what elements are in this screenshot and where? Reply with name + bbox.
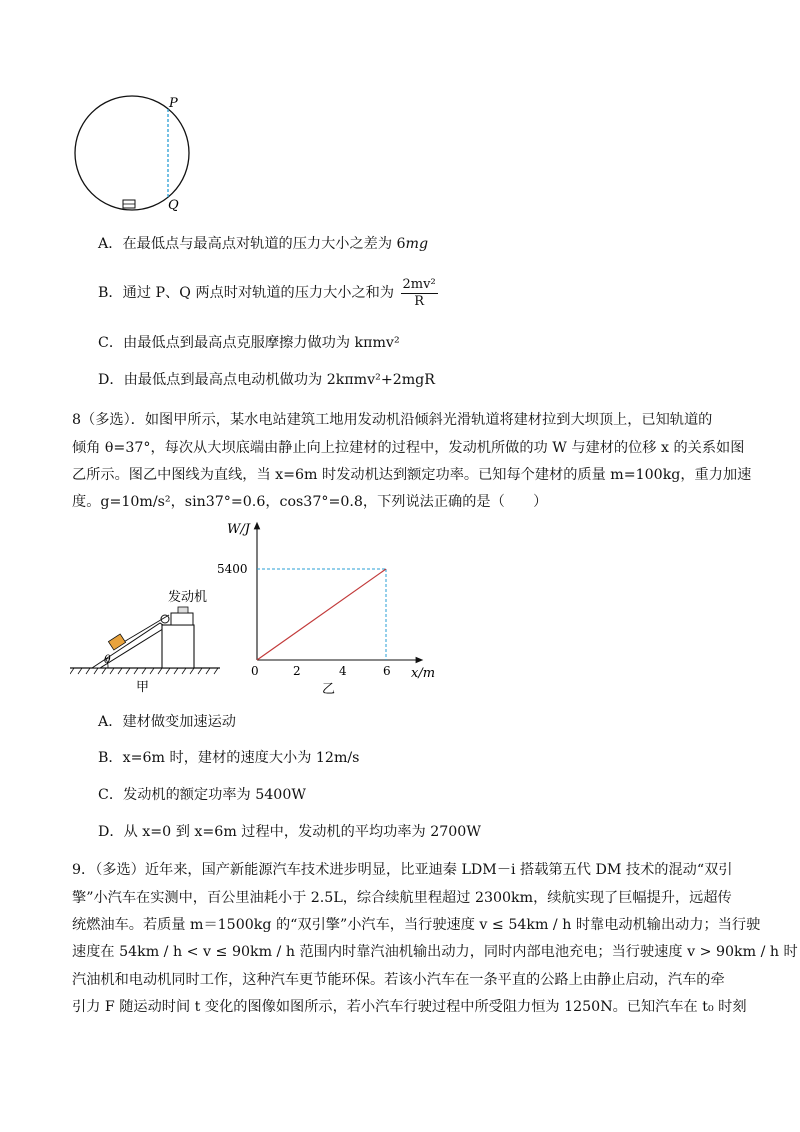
q9-line-6: 引力 F 随运动时间 t 变化的图像如图所示，若小汽车行驶过程中所受阻力恒为 1250N。已知汽车在 t₀ 时刻 bbox=[72, 999, 747, 1015]
label-q: Q bbox=[168, 198, 179, 213]
x-tick-2: 2 bbox=[293, 664, 301, 678]
x-axis-label: x/m bbox=[411, 666, 436, 681]
q9-line-4: 速度在 54km / h < v ≤ 90km / h 范围内时靠汽油机输出动力，同时内部电池充电；当行驶速度 v > 90km / h 时 bbox=[72, 944, 798, 960]
figure-jia-caption: 甲 bbox=[136, 680, 150, 695]
w-x-data-line bbox=[257, 569, 386, 660]
label-p: P bbox=[169, 96, 178, 111]
q9-line-5: 汽油机和电动机同时工作，这种汽车更节能环保。若该小汽车在一条平直的公路上由静止启动，汽车的牵 bbox=[72, 972, 725, 988]
x-tick-4: 4 bbox=[339, 664, 347, 678]
q9-line-2: 擎”小汽车在实测中，百公里油耗小于 2.5L，综合续航里程超过 2300km，续航实现了巨幅提升，远超传 bbox=[72, 890, 732, 906]
q9-line-3: 统燃油车。若质量 m＝1500kg 的“双引擎”小汽车，当行驶速度 v ≤ 54km / h 时靠电动机输出动力；当行驶 bbox=[72, 917, 761, 933]
q8-line-2: 倾角 θ=37°，每次从大坝底端由静止向上拉建材的过程中，发动机所做的功 W 与建材的位移 x 的关系如图 bbox=[72, 440, 745, 456]
circle-track-figure bbox=[68, 92, 198, 217]
engine bbox=[171, 613, 193, 625]
q8-option-a: A．建材做变加速运动 bbox=[98, 714, 236, 730]
circular-track bbox=[75, 96, 189, 210]
q8-line-1: 8（多选）．如图甲所示，某水电站建筑工地用发动机沿倾斜光滑轨道将建材拉到大坝顶上，已知轨道的 bbox=[72, 412, 713, 428]
q8-option-b: B．x=6m 时，建材的速度大小为 12m/s bbox=[98, 750, 360, 766]
q8-option-c: C．发动机的额定功率为 5400W bbox=[98, 787, 306, 803]
q7-option-b: B．通过 P、Q 两点时对轨道的压力大小之和为 $\frac{\text{2mv²}}{R}$ bbox=[98, 276, 436, 309]
figure-yi-caption: 乙 bbox=[322, 682, 336, 697]
engine-label: 发动机 bbox=[168, 590, 208, 605]
y-tick-5400: 5400 bbox=[217, 562, 248, 576]
origin-label: 0 bbox=[251, 664, 259, 678]
q7-option-a: A．在最低点与最高点对轨道的压力大小之差为 6mg bbox=[98, 236, 429, 252]
y-axis-label: W/J bbox=[227, 522, 250, 537]
q8-option-d: D．从 x=0 到 x=6m 过程中，发动机的平均功率为 2700W bbox=[98, 824, 481, 840]
theta-label: θ bbox=[104, 653, 111, 666]
q9-line-1: 9．（多选）近年来，国产新能源汽车技术进步明显，比亚迪秦 LDM－i 搭载第五代 DM 技术的混动“双引 bbox=[72, 862, 733, 878]
q7-option-d: D．由最低点到最高点电动机做功为 2kπmv²+2mgR bbox=[98, 372, 435, 388]
q8-line-4: 度。g=10m/s²，sin37°=0.6，cos37°=0.8，下列说法正确的是（ ） bbox=[72, 494, 548, 510]
fraction: $\frac{\text{2mv²}}{R}$ bbox=[402, 276, 436, 309]
q8-line-3: 乙所示。图乙中图线为直线，当 x=6m 时发动机达到额定功率。已知每个建材的质量 m=100kg，重力加速 bbox=[72, 467, 752, 483]
ground-hatch bbox=[70, 668, 218, 674]
q7-option-c: C．由最低点到最高点克服摩擦力做功为 kπmv² bbox=[98, 335, 400, 351]
dam-body bbox=[162, 625, 194, 668]
w-x-chart bbox=[215, 515, 445, 700]
x-tick-6: 6 bbox=[383, 664, 391, 678]
